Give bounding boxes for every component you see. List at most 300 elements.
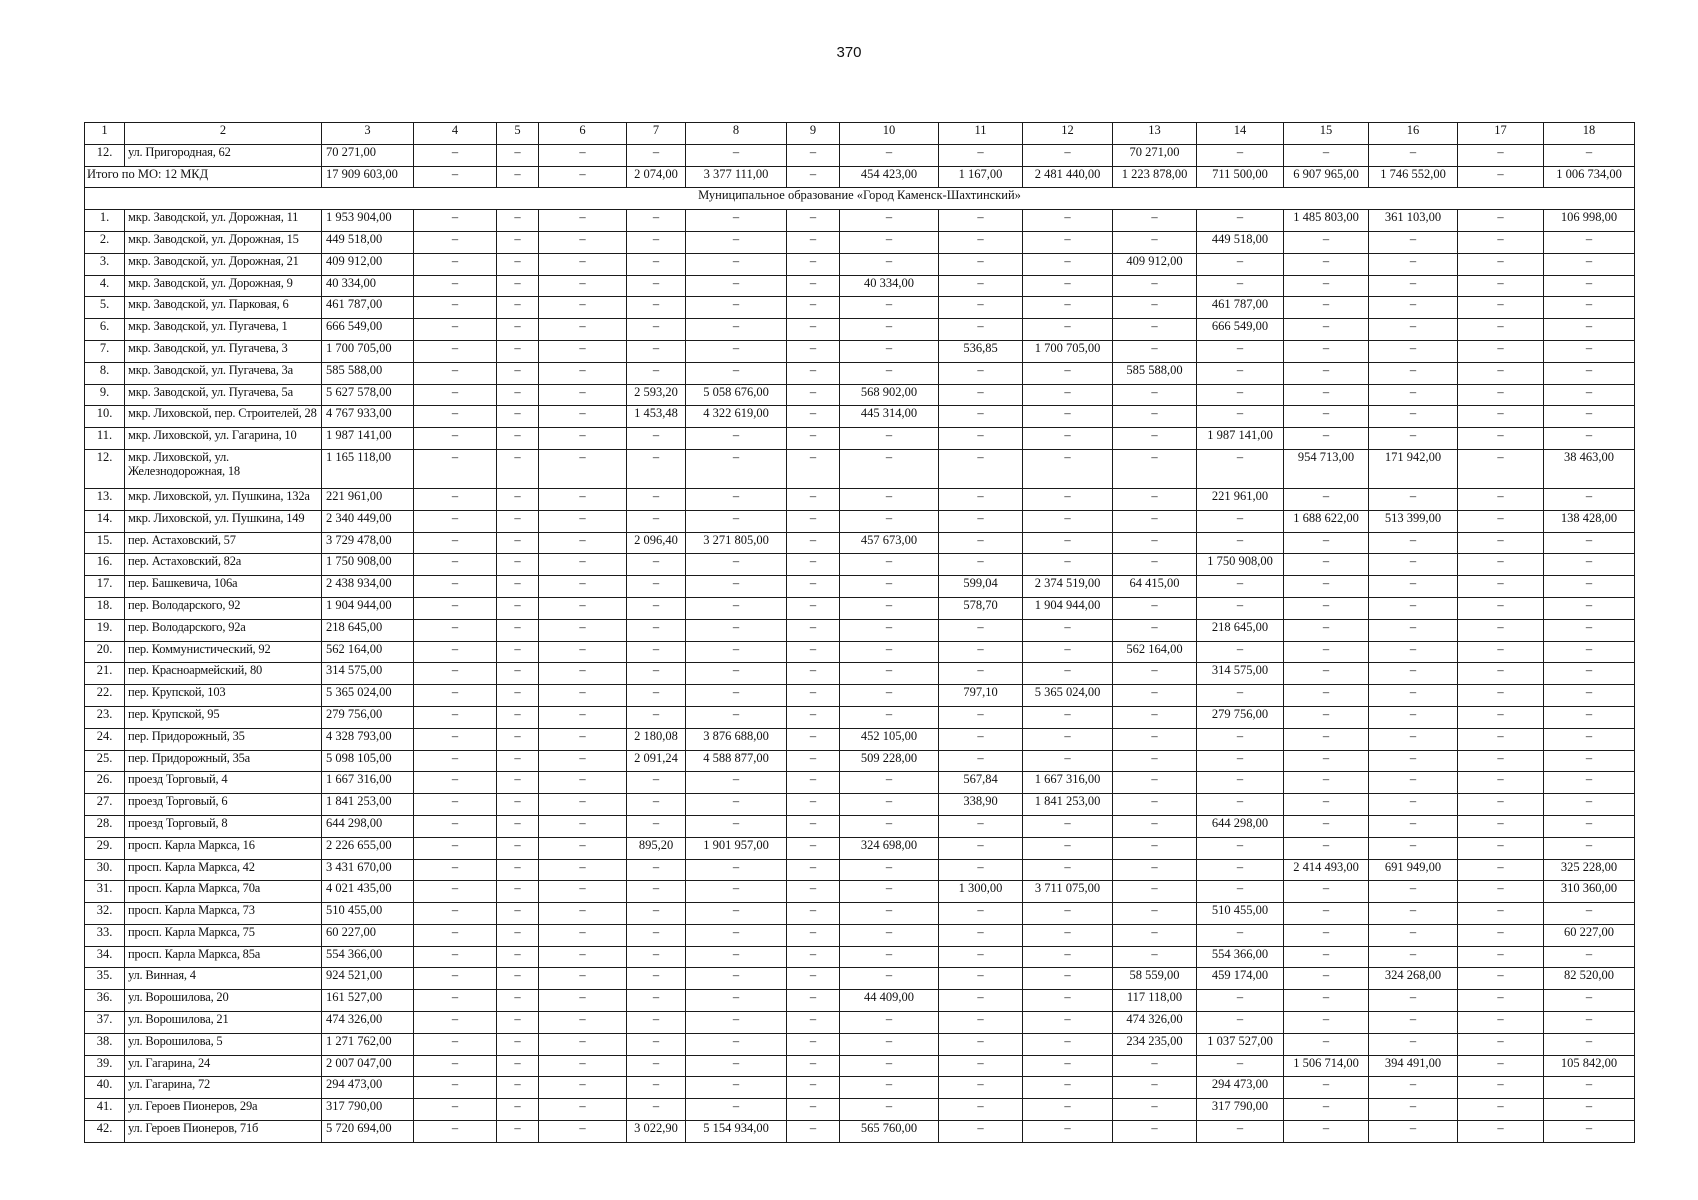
table-cell: – [1544,794,1635,816]
table-cell: – [939,946,1023,968]
table-cell: – [414,903,497,925]
table-cell: – [686,231,787,253]
table-cell: мкр. Заводской, ул. Дорожная, 15 [125,231,322,253]
table-cell: – [497,794,539,816]
table-cell: – [1544,619,1635,641]
table-cell: – [1197,1012,1284,1034]
table-cell: – [1113,924,1197,946]
table-cell: – [1023,1121,1113,1143]
table-cell: – [1284,728,1369,750]
table-cell: – [787,641,840,663]
table-cell: – [497,706,539,728]
table-cell: – [497,837,539,859]
table-cell: – [939,924,1023,946]
table-cell: – [840,619,939,641]
table-cell: – [627,1033,686,1055]
table-cell: – [1023,968,1113,990]
table-cell: – [414,837,497,859]
table-cell: – [787,685,840,707]
table-cell: – [1369,685,1458,707]
table-cell: – [627,488,686,510]
table-cell: – [686,1033,787,1055]
table-cell: – [497,231,539,253]
table-cell: – [1284,253,1369,275]
table-cell: 4 588 877,00 [686,750,787,772]
table-cell: – [686,685,787,707]
table-cell: – [686,576,787,598]
table-cell: – [840,685,939,707]
table-cell: 24. [85,728,125,750]
table-cell: – [627,619,686,641]
table-cell: – [686,1055,787,1077]
table-cell: – [686,253,787,275]
table-cell: – [1458,319,1544,341]
table-cell: – [939,837,1023,859]
table-cell: – [497,1055,539,1077]
table-cell: 1 667 316,00 [322,772,414,794]
table-cell: 12. [85,144,125,166]
table-cell: 279 756,00 [322,706,414,728]
table-cell: – [539,728,627,750]
table-cell: – [686,924,787,946]
table-cell: 1 750 908,00 [1197,554,1284,576]
table-cell: – [840,144,939,166]
table-cell: – [1458,1099,1544,1121]
table-cell: – [1284,1012,1369,1034]
table-cell: – [1113,1099,1197,1121]
table-cell: – [1458,1077,1544,1099]
table-cell: 1 904 944,00 [1023,597,1113,619]
table-cell: – [939,968,1023,990]
table-cell: – [414,946,497,968]
table-cell: – [1284,706,1369,728]
table-cell: – [1023,362,1113,384]
table-cell: мкр. Лиховской, ул. Пушкина, 149 [125,510,322,532]
table-cell: мкр. Заводской, ул. Дорожная, 11 [125,210,322,232]
column-number-header: 11 [939,123,1023,145]
table-cell: мкр. Лиховской, ул. Пушкина, 132а [125,488,322,510]
table-cell: – [1369,924,1458,946]
table-cell: – [1458,297,1544,319]
table-cell: – [539,1077,627,1099]
table-cell: – [939,532,1023,554]
table-cell: – [1458,706,1544,728]
table-cell: 2 374 519,00 [1023,576,1113,598]
table-cell: – [1113,406,1197,428]
table-cell: – [1284,903,1369,925]
table-cell: 161 527,00 [322,990,414,1012]
table-cell: мкр. Лиховской, ул. Железнодорожная, 18 [125,449,322,488]
table-cell: – [497,1099,539,1121]
table-row [85,968,1635,990]
table-cell: – [1369,641,1458,663]
table-cell: – [539,554,627,576]
table-row [85,275,1635,297]
table-cell: – [1544,1121,1635,1143]
table-cell: 314 575,00 [1197,663,1284,685]
table-cell: – [627,1099,686,1121]
table-body [85,123,1635,1143]
table-cell: – [840,968,939,990]
table-cell: 585 588,00 [322,362,414,384]
table-row [85,837,1635,859]
table-row [85,406,1635,428]
table-cell: – [497,532,539,554]
table-cell: 510 455,00 [1197,903,1284,925]
table-row [85,597,1635,619]
table-cell: – [1113,815,1197,837]
table-cell: – [497,815,539,837]
table-cell: 1 904 944,00 [322,597,414,619]
table-cell: – [787,1099,840,1121]
table-cell: – [1458,881,1544,903]
table-cell: 666 549,00 [322,319,414,341]
table-cell: – [627,449,686,488]
table-cell: – [840,488,939,510]
column-number-header: 7 [627,123,686,145]
table-cell: 60 227,00 [322,924,414,946]
table-cell: 15. [85,532,125,554]
table-cell: – [414,772,497,794]
table-cell: – [840,597,939,619]
table-cell: 26. [85,772,125,794]
table-cell: 1 453,48 [627,406,686,428]
table-cell: ул. Ворошилова, 5 [125,1033,322,1055]
table-cell: – [1544,362,1635,384]
table-cell: – [939,275,1023,297]
table-row [85,253,1635,275]
table-cell: 474 326,00 [322,1012,414,1034]
table-cell: – [497,362,539,384]
table-cell: 42. [85,1121,125,1143]
table-row [85,362,1635,384]
total-cell: 6 907 965,00 [1284,166,1369,188]
table-cell: – [1113,903,1197,925]
table-cell: – [497,641,539,663]
table-cell: – [1458,532,1544,554]
table-cell: – [1544,597,1635,619]
table-cell: – [1023,859,1113,881]
table-cell: – [1113,597,1197,619]
table-cell: – [539,663,627,685]
table-cell: просп. Карла Маркса, 16 [125,837,322,859]
table-cell: – [787,815,840,837]
table-cell: – [1369,903,1458,925]
table-cell: 36. [85,990,125,1012]
table-cell: 924 521,00 [322,968,414,990]
table-cell: – [1023,663,1113,685]
table-cell: – [1369,1099,1458,1121]
table-cell: 39. [85,1055,125,1077]
table-cell: 13. [85,488,125,510]
table-cell: – [1544,275,1635,297]
table-cell: – [539,794,627,816]
table-cell: 4 021 435,00 [322,881,414,903]
table-cell: – [1284,794,1369,816]
table-cell: – [1023,406,1113,428]
table-cell: – [840,903,939,925]
table-cell: 536,85 [939,340,1023,362]
table-row [85,685,1635,707]
municipality-section-title: Муниципальное образование «Город Каменск-Шахтинский» [85,188,1635,210]
table-cell: – [1197,641,1284,663]
table-cell: – [414,488,497,510]
table-cell: – [627,297,686,319]
table-cell: – [686,554,787,576]
table-cell: – [627,663,686,685]
table-cell: – [939,319,1023,341]
table-cell: 38 463,00 [1544,449,1635,488]
table-cell: – [1544,576,1635,598]
table-cell: – [840,1099,939,1121]
table-cell: – [1458,903,1544,925]
page-number: 370 [836,44,862,61]
table-cell: 568 902,00 [840,384,939,406]
table-cell: 3 431 670,00 [322,859,414,881]
table-cell: мкр. Заводской, ул. Парковая, 6 [125,297,322,319]
table-cell: – [497,990,539,1012]
table-cell: – [539,406,627,428]
table-cell: – [1113,706,1197,728]
table-cell: – [414,510,497,532]
total-cell: – [1458,166,1544,188]
table-cell: – [497,859,539,881]
table-cell: – [1113,532,1197,554]
table-cell: – [787,728,840,750]
table-cell: – [1284,488,1369,510]
table-cell: – [1369,428,1458,450]
table-cell: 41. [85,1099,125,1121]
table-cell: – [787,1055,840,1077]
table-cell: – [787,210,840,232]
table-cell: – [686,990,787,1012]
table-cell: пер. Володарского, 92 [125,597,322,619]
table-cell: 35. [85,968,125,990]
table-cell: – [414,576,497,598]
table-cell: 510 455,00 [322,903,414,925]
table-cell: – [414,428,497,450]
table-cell: – [627,815,686,837]
table-cell: – [787,428,840,450]
table-cell: – [1197,275,1284,297]
table-cell: 29. [85,837,125,859]
table-cell: 1 841 253,00 [322,794,414,816]
table-row [85,924,1635,946]
table-cell: – [939,1099,1023,1121]
table-cell: – [1369,837,1458,859]
table-cell: – [539,619,627,641]
table-cell: 70 271,00 [322,144,414,166]
table-cell: – [1023,924,1113,946]
table-cell: 644 298,00 [322,815,414,837]
table-cell: – [497,275,539,297]
table-cell: – [686,1099,787,1121]
table-cell: – [1369,881,1458,903]
table-cell: – [1544,837,1635,859]
total-cell: 1 006 734,00 [1544,166,1635,188]
table-cell: – [497,968,539,990]
table-cell: – [1544,231,1635,253]
table-cell: – [1197,1055,1284,1077]
table-cell: – [1544,340,1635,362]
table-cell: – [627,340,686,362]
table-cell: – [1197,532,1284,554]
table-cell: – [1458,1033,1544,1055]
table-cell: – [1369,554,1458,576]
total-cell: – [414,166,497,188]
column-number-header: 8 [686,123,787,145]
table-cell: – [1023,231,1113,253]
table-cell: – [840,340,939,362]
table-cell: – [539,924,627,946]
table-cell: – [497,319,539,341]
table-cell: 138 428,00 [1544,510,1635,532]
table-cell: – [939,210,1023,232]
table-cell: – [627,706,686,728]
table-cell: – [1284,144,1369,166]
table-cell: – [1284,1121,1369,1143]
table-cell: 28. [85,815,125,837]
table-cell: – [1544,1099,1635,1121]
table-cell: – [539,510,627,532]
table-cell: 1 987 141,00 [1197,428,1284,450]
table-cell: – [414,685,497,707]
table-cell: 3 876 688,00 [686,728,787,750]
table-cell: – [1458,384,1544,406]
table-cell: – [1544,728,1635,750]
table-cell: 324 698,00 [840,837,939,859]
table-cell: – [1369,619,1458,641]
table-cell: – [1544,428,1635,450]
table-cell: – [939,728,1023,750]
table-cell: – [1284,837,1369,859]
table-cell: 1 841 253,00 [1023,794,1113,816]
table-cell: – [1113,340,1197,362]
table-cell: – [840,231,939,253]
table-cell: – [939,428,1023,450]
table-row [85,340,1635,362]
table-cell: – [787,794,840,816]
table-cell: пер. Красноармейский, 80 [125,663,322,685]
table-cell: – [627,210,686,232]
table-cell: – [787,597,840,619]
table-cell: – [787,319,840,341]
table-cell: – [497,144,539,166]
table-cell: 644 298,00 [1197,815,1284,837]
table-cell: мкр. Лиховской, ул. Гагарина, 10 [125,428,322,450]
table-cell: просп. Карла Маркса, 75 [125,924,322,946]
table-cell: – [1544,253,1635,275]
table-cell: 585 588,00 [1113,362,1197,384]
table-cell: 4 328 793,00 [322,728,414,750]
total-cell: 1 746 552,00 [1369,166,1458,188]
table-cell: – [414,1055,497,1077]
table-cell: – [1113,728,1197,750]
table-row [85,576,1635,598]
column-number-header: 3 [322,123,414,145]
table-cell: – [1113,1121,1197,1143]
table-cell: – [1458,275,1544,297]
total-row [85,166,1635,188]
table-cell: – [939,488,1023,510]
column-number-header: 17 [1458,123,1544,145]
housing-repair-table [84,122,1635,1143]
table-cell: 20. [85,641,125,663]
table-cell: 2 226 655,00 [322,837,414,859]
table-cell: – [787,406,840,428]
table-cell: – [497,1077,539,1099]
table-cell: – [1458,510,1544,532]
table-cell: – [1458,990,1544,1012]
table-cell: – [1369,706,1458,728]
table-cell: 3 022,90 [627,1121,686,1143]
table-cell: – [1544,990,1635,1012]
table-cell: 666 549,00 [1197,319,1284,341]
table-cell: – [1197,362,1284,384]
table-cell: 324 268,00 [1369,968,1458,990]
column-number-header: 4 [414,123,497,145]
table-cell: – [787,990,840,1012]
table-cell: – [1113,859,1197,881]
table-cell: – [1023,319,1113,341]
table-cell: – [627,362,686,384]
table-cell: 1 700 705,00 [1023,340,1113,362]
table-cell: – [686,663,787,685]
table-row [85,1055,1635,1077]
table-cell: – [414,990,497,1012]
table-cell: – [1023,297,1113,319]
table-cell: – [627,428,686,450]
table-cell: – [1284,362,1369,384]
table-cell: – [497,750,539,772]
table-cell: – [414,319,497,341]
table-cell: 64 415,00 [1113,576,1197,598]
table-cell: – [1113,297,1197,319]
table-cell: – [627,794,686,816]
table-cell: – [1369,384,1458,406]
table-cell: – [539,815,627,837]
total-cell: – [497,166,539,188]
table-cell: – [1544,815,1635,837]
table-cell: – [1023,1099,1113,1121]
table-cell: – [1197,1121,1284,1143]
table-cell: – [1544,946,1635,968]
table-cell: – [1197,881,1284,903]
table-cell: – [414,1099,497,1121]
table-cell: – [1369,576,1458,598]
table-cell: 5. [85,297,125,319]
table-cell: – [686,903,787,925]
table-cell: – [627,597,686,619]
table-cell: пер. Придорожный, 35а [125,750,322,772]
table-cell: 449 518,00 [1197,231,1284,253]
table-cell: – [1458,750,1544,772]
table-cell: – [686,772,787,794]
table-cell: – [414,384,497,406]
table-cell: – [627,859,686,881]
table-cell: – [1023,488,1113,510]
table-cell: – [497,449,539,488]
table-cell: – [840,319,939,341]
table-cell: ул. Ворошилова, 20 [125,990,322,1012]
table-cell: проезд Торговый, 8 [125,815,322,837]
table-cell: – [840,881,939,903]
table-cell: 1 506 714,00 [1284,1055,1369,1077]
table-cell: мкр. Заводской, ул. Дорожная, 21 [125,253,322,275]
table-cell: – [840,362,939,384]
table-cell: – [787,510,840,532]
table-row [85,1121,1635,1143]
